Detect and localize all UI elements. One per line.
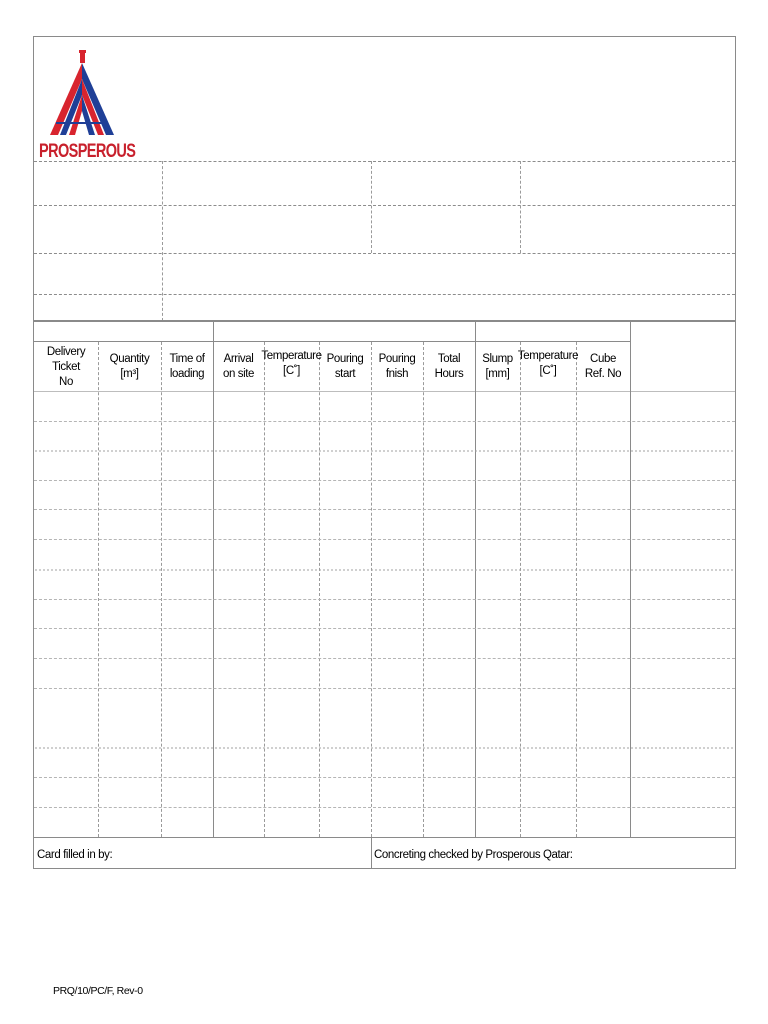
table-row: [34, 450, 735, 452]
table-bottom-border: [34, 837, 735, 838]
table-row: [34, 777, 735, 778]
column-header-delivery-ticket: Delivery Ticket No: [46, 345, 86, 388]
header-column-divider: [371, 161, 372, 253]
footer-divider: [371, 837, 372, 869]
column-header-pouring-finish: Pouring fnish: [378, 353, 416, 380]
table-row: [34, 658, 735, 659]
logo-wordmark: PROSPEROUS: [39, 141, 136, 163]
column-header-slump: Slump [mm]: [482, 353, 513, 380]
header-column-divider: [162, 161, 163, 321]
column-header-temperature: Temperature [C˚]: [261, 350, 322, 377]
column-header-temperature-2: Temperature [C˚]: [517, 350, 579, 377]
column-divider: [576, 342, 577, 837]
table-row: [34, 480, 735, 481]
header-divider: [34, 161, 735, 162]
column-header-arrival-on-site: Arrival on site: [222, 353, 255, 380]
table-group-divider: [34, 341, 630, 342]
table-row: [34, 747, 735, 749]
table-row: [34, 421, 735, 422]
column-divider: [630, 322, 631, 837]
header-divider: [34, 253, 735, 254]
column-divider: [423, 342, 424, 837]
table-row: [34, 688, 735, 689]
table-row: [34, 807, 735, 808]
card-filled-by-label: Card filled in by:: [37, 849, 113, 861]
column-divider: [213, 322, 214, 837]
column-divider: [520, 342, 521, 837]
column-divider: [319, 342, 320, 837]
column-divider: [475, 322, 476, 837]
concrete-pour-card: [33, 36, 736, 869]
column-divider: [264, 342, 265, 837]
header-column-divider: [520, 161, 521, 253]
document-code: PRQ/10/PC/F, Rev-0: [53, 985, 143, 997]
table-row: [34, 569, 735, 571]
concreting-checked-by-label: Concreting checked by Prosperous Qatar:: [374, 849, 573, 861]
header-divider: [34, 205, 735, 206]
header-divider: [34, 294, 735, 295]
table-row: [34, 539, 735, 540]
column-header-quantity: Quantity [m³]: [109, 353, 150, 380]
logo-mark: [36, 45, 136, 145]
table-row: [34, 599, 735, 600]
column-divider: [98, 342, 99, 837]
column-header-pouring-start: Pouring start: [326, 353, 364, 380]
column-divider: [371, 342, 372, 837]
column-divider: [161, 342, 162, 837]
column-header-time-of-loading: Time of loading: [169, 353, 205, 380]
column-header-total-hours: Total Hours: [434, 353, 464, 380]
prosperous-logo: [36, 45, 136, 165]
table-row: [34, 628, 735, 629]
column-header-cube-ref: Cube Ref. No: [584, 353, 622, 380]
table-row: [34, 509, 735, 510]
